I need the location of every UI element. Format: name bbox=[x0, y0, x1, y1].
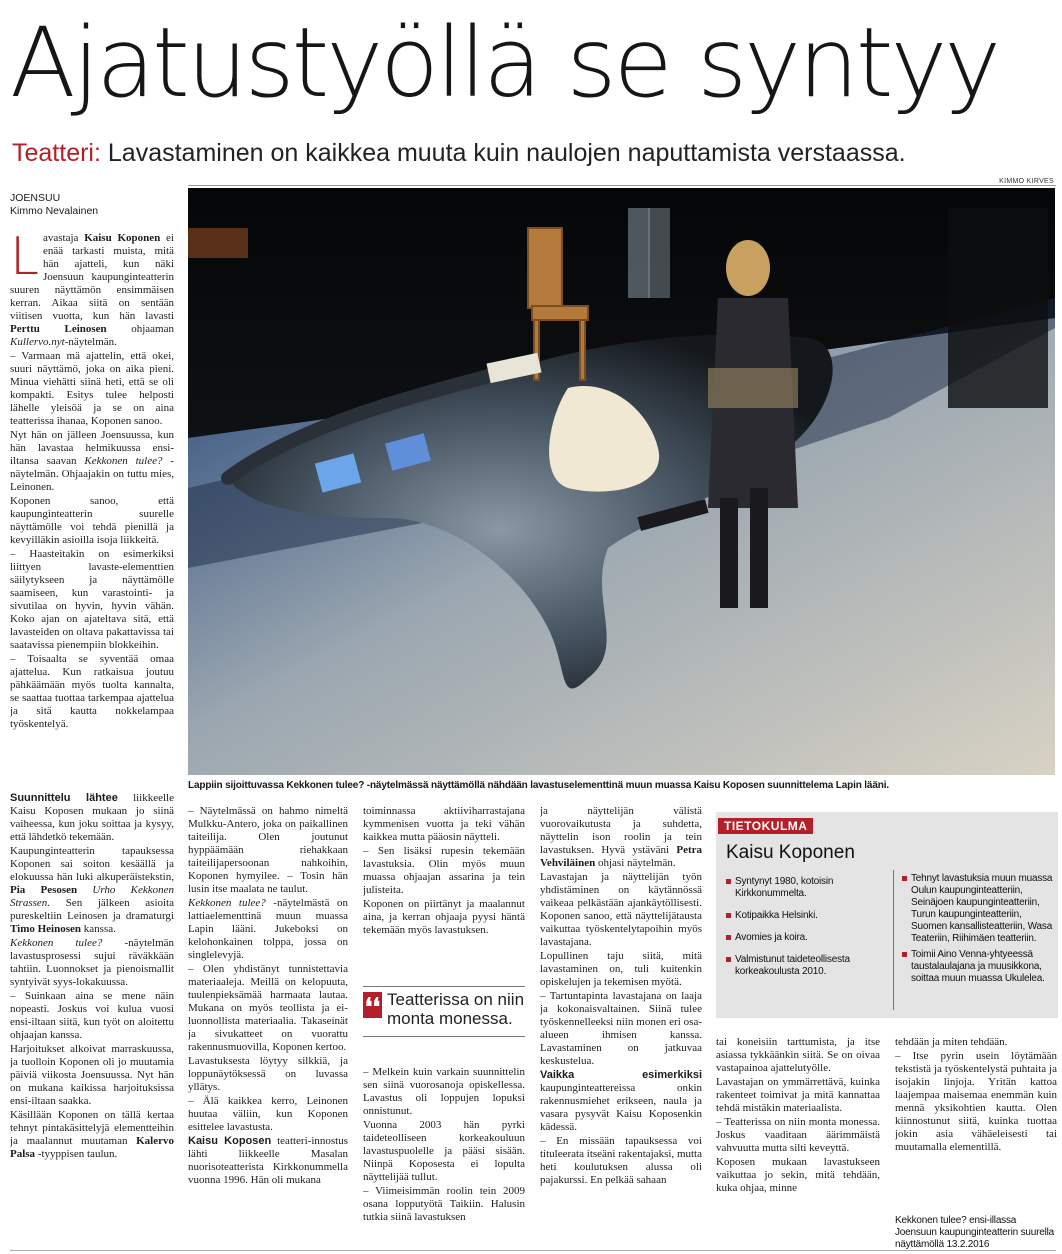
article-column-2 bbox=[10, 792, 174, 1252]
paragraph bbox=[188, 1135, 348, 1187]
person-name: Petra Vehviläinen bbox=[540, 844, 702, 869]
text: -näytelmän. bbox=[64, 336, 117, 348]
text: . Sen jälkeen asioita pureskeltiin Leinosen ja dramaturgi bbox=[10, 897, 174, 922]
paragraph bbox=[10, 429, 174, 494]
paragraph: Koposen mukaan lavastukseen vaikuttaa jo sekin, mitä tehdään, kuka ohjaa, minne bbox=[716, 1156, 880, 1194]
text: ei enää tarkasti muista, mitä hän ajatteli, kun näki Joensuun kaupunginteatterin suuren näyttämön ensimmäisen kerran. Aikaa siitä on sentään viitisen vuotta, kun hän lavasti bbox=[10, 232, 174, 322]
text: ohjasi näytelmän. bbox=[595, 857, 676, 869]
photo-caption: Lappiin sijoittuvassa Kekkonen tulee? -näytelmässä näyttämöllä nähdään lavastuselementtinä muun muassa Kaisu Koposen suunnittelema Lapin lääni. bbox=[188, 780, 889, 791]
paragraph bbox=[188, 897, 348, 962]
info-box-left-list bbox=[726, 876, 886, 988]
info-item: Valmistunut taideteollisesta korkeakoulusta 2010. bbox=[726, 954, 886, 978]
paragraph: – En missään tapauksessa voi tituleerata itseäni rakentajaksi, mutta heti koulutuksen alussa oli pajakurssi. En pelkää sahaan bbox=[540, 1135, 702, 1186]
info-box-tag: TIETOKULMA bbox=[718, 818, 813, 834]
paragraph: Lavastajan on ymmärrettävä, kuinka rakenteet toimivat ja mitä kannattaa tehdä mistäkin materiaalista. bbox=[716, 1076, 880, 1114]
info-item: Kotipaikka Helsinki. bbox=[726, 910, 886, 922]
paragraph bbox=[10, 1109, 174, 1161]
paragraph: Koponen on piirtänyt ja maalannut aina, ja kerran ohjaaja pyysi häntä tekemään myös lavastuksen. bbox=[363, 898, 525, 936]
paragraph: Lopullinen taju siitä, mitä lavastaminen on, tuli kuitenkin opiskelujen ja tekemisen myötä. bbox=[540, 950, 702, 988]
subheading: Suunnittelu lähtee bbox=[10, 792, 118, 804]
paragraph: Lavastuksesta löytyy silkkiä, ja loppunäytöksessä on luvassa yllätys. bbox=[188, 1055, 348, 1093]
paragraph bbox=[540, 805, 702, 870]
paragraph: – Älä kaikkea kerro, Leinonen huutaa väliin, kun Koponen esittelee lavastusta. bbox=[188, 1095, 348, 1133]
info-box-right-list bbox=[902, 873, 1054, 989]
info-box-divider bbox=[893, 870, 894, 1010]
play-title: Kekkonen tulee? bbox=[188, 897, 266, 909]
article-column-6 bbox=[716, 1036, 880, 1250]
byline-place: JOENSUU bbox=[10, 192, 61, 204]
person-name: Perttu Leinosen bbox=[10, 323, 107, 335]
play-title: Urho Kekkonen Strassen bbox=[10, 884, 174, 909]
article-column-4-bottom bbox=[363, 1066, 525, 1250]
drop-cap: L bbox=[10, 232, 39, 287]
article-column-3 bbox=[188, 805, 348, 1250]
stage-photo bbox=[188, 188, 1055, 775]
paragraph: – Olen yhdistänyt tunnistettavia materiaaleja. Meillä on kelopuuta, tuulenpieksämää harmaata lautaa. Mukana on myös teollista ja ei-luonnollista materiaalia. Takaseinät ja sivukatteet on vuorattu rakennusmuovilla, Koponen kertoo. bbox=[188, 963, 348, 1053]
paragraph bbox=[540, 1069, 702, 1134]
paragraph: – Sen lisäksi rupesin tekemään lavastuksia. Olin myös muun muassa ohjaajan assarina ja tein julisteita. bbox=[363, 845, 525, 896]
stage-photo-image bbox=[188, 188, 1055, 775]
bottom-rule bbox=[10, 1250, 1056, 1251]
paragraph bbox=[10, 937, 174, 989]
deck-kicker: Teatteri: bbox=[12, 139, 101, 167]
info-box-title: Kaisu Koponen bbox=[726, 842, 855, 863]
paragraph: Lavastajan ja näyttelijän työn yhdistäminen on käytännössä vaikeaa pelkästään ajankäytöllisesti. Koponen sanoo, että näyttelijätausta vaikuttaa työskentelytapoihin myös lavastajana. bbox=[540, 871, 702, 948]
play-title: Kullervo.nyt bbox=[10, 336, 65, 348]
article-column-1 bbox=[10, 232, 174, 782]
info-item: Tehnyt lavastuksia muun muassa Oulun kaupunginteatteriin, Seinäjoen kaupunginteatteriin, Turun kaupunginteatteriin, Suomen kansallisteatteriin, Wasa Teateriin, Riihimäen teatteriin. bbox=[902, 873, 1054, 945]
paragraph: – Toisaalta se syventää omaa ajattelua. Kun ratkaisua joutuu pähkäämään myös tuolta kannalta, se saattaa tuottaa tarkempaa ajattelua ja sitä kautta nokkelampaa työskentelyä. bbox=[10, 653, 174, 730]
text: avastaja bbox=[42, 232, 85, 244]
paragraph: Vuonna 2003 hän pyrki taideteolliseen korkeakouluun lavastuspuolelle ja pääsi sisään. Niinpä Koposesta ei lopulta näyttelijää tullut. bbox=[363, 1119, 525, 1183]
play-title: Kekkonen tulee? bbox=[10, 937, 103, 949]
paragraph: – Teatterissa on niin monta monessa. Joskus vaaditaan äärimmäistä vahvuutta mutta silti keveyttä. bbox=[716, 1116, 880, 1154]
text: -tyyppisen taulun. bbox=[35, 1148, 118, 1160]
text: -näytelmän. Ohjaajakin on tuttu mies, Leinonen. bbox=[10, 455, 174, 493]
article-column-5 bbox=[540, 805, 702, 1250]
text: -näytelmän lavastusprosessi sujui räväkkään tahtiin. Luonnokset ja pienoismallit syntyivät syys-lokakuussa. bbox=[10, 937, 174, 988]
paragraph: – Melkein kuin varkain suunnittelin sen siinä vuorosanoja opiskellessa. Lavastus oli loppujen lopuksi onnistunut. bbox=[363, 1066, 525, 1117]
paragraph: – Itse pyrin usein löytämään tekstistä ja työskentelystä puhtaita ja isojakin linjoja. Yritän kattoa laajempaa maisemaa enemmän kuin mennä yksikohtien kautta. Olen kiinnostunut siitä, kuinka tuottaa jokin asia vähäeleisesti tai muutamalla elementillä. bbox=[895, 1050, 1057, 1153]
info-item: Syntynyt 1980, kotoisin Kirkkonummelta. bbox=[726, 876, 886, 900]
person-name: Timo Heinosen bbox=[10, 923, 82, 935]
info-item: Toimii Aino Venna-yhtyeessä taustalaulajana ja muusikkona, soittaa muun muassa Ukulelea. bbox=[902, 949, 1054, 985]
byline bbox=[10, 192, 98, 218]
paragraph: tai koneisiin tarttumista, ja itse asiassa tykkäänkin siitä. Se on oivaa vastapainoa ajattelutyölle. bbox=[716, 1036, 880, 1074]
photo-credit: KIMMO KIRVES bbox=[999, 178, 1054, 185]
paragraph: – Varmaan mä ajattelin, että okei, suuri näyttämö, joka on aika pieni. Minua viehätti siinä heti, että se oli kompakti. Esitys tulee helposti lähelle yleisöä ja se on aina teatterissa ihanaa, Koponen sanoo. bbox=[10, 350, 174, 427]
person-name: Kalervo Palsa bbox=[10, 1135, 174, 1160]
paragraph: Harjoitukset alkoivat marraskuussa, ja tuolloin Koponen oli jo muutamia päiviä viikosta Joensuussa. Nyt hän on mukana kaikissa harjoituksissa ensi-iltaan saakka. bbox=[10, 1043, 174, 1107]
text: ohjaaman bbox=[106, 323, 174, 335]
text: Kaupunginteatterin tapauksessa Koponen sai soiton kesäällä ja elokuussa hän luki alkuperäistekstin, bbox=[10, 845, 174, 883]
subheading: Vaikka esimerkiksi bbox=[540, 1069, 702, 1081]
paragraph bbox=[10, 845, 174, 936]
deck bbox=[12, 138, 906, 168]
text: Käsillään Koponen on tällä kertaa tehnyt pintakäsittelyjä elementteihin ja maalannut muutaman bbox=[10, 1109, 174, 1147]
info-box bbox=[716, 812, 1058, 1018]
paragraph: toiminnassa aktiiviharrastajana kymmenisen vuotta ja teki vähän kaikkea mutta pääosin näytteli. bbox=[363, 805, 525, 843]
info-item: Avomies ja koira. bbox=[726, 932, 886, 944]
headline: Ajatustyöllä se syntyy bbox=[10, 7, 999, 119]
subheading: Kaisu Koposen bbox=[188, 1135, 272, 1147]
text: liikkeelle Kaisu Koposen mukaan jo siinä vaiheessa, kun joku soittaa ja kysyy, että lähdetkö tekemään. bbox=[10, 792, 174, 843]
byline-author: Kimmo Nevalainen bbox=[10, 205, 99, 217]
pull-quote-text: Teatterissa on niin monta monessa. bbox=[387, 990, 525, 1028]
paragraph: – Näytelmässä on hahmo nimeltä Mulkku-Antero, joka on paikallinen taiteilija. Olen joutunut hyppäämään riehakkaan taiteilijapersoonan nahkoihin, Koponen hymyilee. – Tosin hän lusin itse maalata ne taulut. bbox=[188, 805, 348, 895]
text: ja näyttelijän välistä vuorovaikutusta ja suhdetta, näyttelin ison roolin ja tein lavastuksen. Hyvä ystäväni bbox=[540, 805, 702, 856]
deck-text: Lavastaminen on kaikkea muuta kuin naulojen naputtamista verstaassa. bbox=[100, 139, 906, 167]
text: kaupunginteattereissa onkin rakennusmiehet erikseen, naula ja vasara pysyvät Kaisu Koposenkin kädessä. bbox=[540, 1082, 702, 1133]
paragraph: – Tartuntapinta lavastajana on laaja ja kokonaisvaltainen. Siinä tulee työskennelleeksi niin monen eri osa-alueen ihmisen kanssa. Lavastaminen on jatkuvaa keskustelua. bbox=[540, 990, 702, 1067]
lead-paragraph bbox=[10, 232, 174, 349]
paragraph: – Suinkaan aina se mene näin nopeasti. Joskus voi kulua vuosi ensi-iltaan siitä, kun työt on aloitettu ohjaajan kanssa. bbox=[10, 990, 174, 1041]
paragraph bbox=[10, 792, 174, 844]
paragraph: – Viimeisimmän roolin tein 2009 osana lopputyötä Taikiin. Halusin tutkia siinä lavastuksen bbox=[363, 1185, 525, 1223]
person-name: Kaisu Koponen bbox=[84, 232, 161, 244]
person-name: Pia Pesosen bbox=[10, 884, 78, 896]
paragraph: tehdään ja miten tehdään. bbox=[895, 1036, 1008, 1048]
play-title: Kekkonen tulee? bbox=[84, 455, 163, 467]
article-column-7 bbox=[895, 1036, 1057, 1211]
paragraph: – Haasteitakin on esimerkiksi liittyen lavaste-elementtien säilytykseen ja näyttämölle saamiseen, kun varastointi- ja sivutilaa on hyvin, hyvin vähän. Koko ajan on ajateltava sitä, että lavasteiden on oltava pakattavissa tai saatavissa pienempiin blokkeihin. bbox=[10, 548, 174, 651]
top-rule bbox=[188, 185, 1056, 186]
article-column-4-top bbox=[363, 805, 525, 977]
text: kanssa. bbox=[81, 923, 116, 935]
paragraph: Koponen sanoo, että kaupunginteatterin suurelle näyttämölle voi tehdä pienillä ja kevyilläkin asioilla isoja liikkeitä. bbox=[10, 495, 174, 546]
text: Nyt hän on jälleen Joensuussa, kun hän lavastaa helmikuussa ensi-iltansa saavan bbox=[10, 429, 174, 467]
text: -näytelmästä on lattiaelementtinä muun muassa Lapin lääni. Jukeboksi on kelohonkainen tolppa, jossa on singlelevyjä. bbox=[188, 897, 348, 961]
quote-mark-icon: ❛❛ bbox=[364, 992, 381, 1021]
text: teatteri-innostus lähti liikkeelle Masalan nuorisoteatterista Kirkkonummella vuonna 1996. Hän oli mukana bbox=[188, 1135, 348, 1186]
pull-quote bbox=[363, 986, 525, 1037]
premiere-note: Kekkonen tulee? ensi-illassa Joensuun kaupunginteatterin suurella näyttämöllä 13.2.2016 bbox=[895, 1215, 1055, 1250]
